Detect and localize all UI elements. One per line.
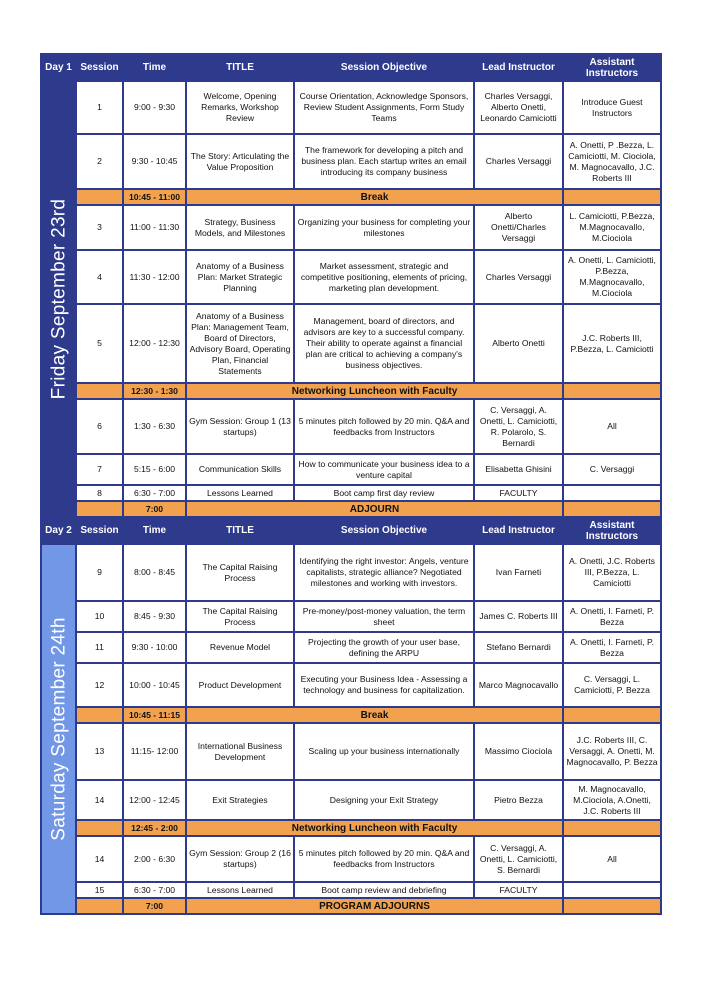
- break-blank: [563, 189, 661, 205]
- break-row: [41, 898, 661, 914]
- session-title: International Business Development: [186, 723, 294, 780]
- session-number: 9: [76, 544, 123, 601]
- day1-date-label: Friday September 23rd: [48, 198, 69, 400]
- session-objective: The framework for developing a pitch and business plan. Each startup writes an email introducing its company business: [294, 134, 474, 189]
- session-number: 14: [76, 836, 123, 882]
- session-number: 12: [76, 663, 123, 707]
- assistant-instructors: All: [563, 399, 661, 454]
- session-time: 9:30 - 10:45: [123, 134, 186, 189]
- lead-instructor: Stefano Bernardi: [474, 632, 563, 663]
- session-title: Welcome, Opening Remarks, Workshop Review: [186, 81, 294, 134]
- session-time: 11:00 - 11:30: [123, 205, 186, 250]
- session-objective: 5 minutes pitch followed by 20 min. Q&A and feedbacks from Instructors: [294, 399, 474, 454]
- session-time: 6:30 - 7:00: [123, 485, 186, 501]
- assistant-instructors-header: Assistant Instructors: [563, 517, 661, 544]
- session-row: [41, 134, 661, 189]
- break-time: 10:45 - 11:15: [123, 707, 186, 723]
- session-header: Session: [76, 54, 123, 81]
- break-row: [41, 383, 661, 399]
- session-number: 2: [76, 134, 123, 189]
- header-row: [41, 54, 661, 81]
- session-time: 12:00 - 12:45: [123, 780, 186, 820]
- session-objective: Management, board of directors, and advisors are key to a successful company. Their ability to operate against a financial plan are critical to achieving a company's business objectives.: [294, 304, 474, 383]
- session-number: 8: [76, 485, 123, 501]
- session-time: 8:00 - 8:45: [123, 544, 186, 601]
- lead-instructor-header: Lead Instructor: [474, 54, 563, 81]
- session-objective: Identifying the right investor: Angels, venture capitalists, strategic alliance? Negotiated milestones and working with investors.: [294, 544, 474, 601]
- session-title: Exit Strategies: [186, 780, 294, 820]
- session-title: Revenue Model: [186, 632, 294, 663]
- session-title: Gym Session: Group 2 (16 startups): [186, 836, 294, 882]
- lead-instructor: Charles Versaggi, Alberto Onetti, Leonardo Camiciotti: [474, 81, 563, 134]
- header-row: [41, 517, 661, 544]
- session-title: Gym Session: Group 1 (13 startups): [186, 399, 294, 454]
- session-number: 15: [76, 882, 123, 898]
- lead-instructor: Pietro Bezza: [474, 780, 563, 820]
- session-title: Anatomy of a Business Plan: Management Team, Board of Directors, Advisory Board, Operating Plan, Financial Statements: [186, 304, 294, 383]
- assistant-instructors: A. Onetti, I. Farneti, P. Bezza: [563, 601, 661, 632]
- session-time: 5:15 - 6:00: [123, 454, 186, 485]
- session-number: 1: [76, 81, 123, 134]
- session-objective: How to communicate your business idea to a venture capital: [294, 454, 474, 485]
- break-time: 7:00: [123, 898, 186, 914]
- assistant-instructors: [563, 485, 661, 501]
- assistant-instructors: J.C. Roberts III, C. Versaggi, A. Onetti, M. Magnocavallo, P. Bezza: [563, 723, 661, 780]
- break-time: 12:45 - 2:00: [123, 820, 186, 836]
- break-label: ADJOURN: [186, 501, 563, 517]
- session-time: 11:30 - 12:00: [123, 250, 186, 304]
- session-title: Communication Skills: [186, 454, 294, 485]
- session-title: Anatomy of a Business Plan: Market Strategic Planning: [186, 250, 294, 304]
- lead-instructor-header: Lead Instructor: [474, 517, 563, 544]
- assistant-instructors: J.C. Roberts III, P.Bezza, L. Camiciotti: [563, 304, 661, 383]
- session-objective: Designing your Exit Strategy: [294, 780, 474, 820]
- time-header: Time: [123, 517, 186, 544]
- break-row: [41, 707, 661, 723]
- break-blank: [563, 707, 661, 723]
- lead-instructor: Marco Magnocavallo: [474, 663, 563, 707]
- assistant-instructors: M. Magnocavallo, M.Ciociola, A.Onetti, J.C. Roberts III: [563, 780, 661, 820]
- session-time: 8:45 - 9:30: [123, 601, 186, 632]
- session-row: [41, 399, 661, 454]
- break-label: Break: [186, 189, 563, 205]
- session-time: 2:00 - 6:30: [123, 836, 186, 882]
- session-number: 10: [76, 601, 123, 632]
- break-row: [41, 501, 661, 517]
- break-label: PROGRAM ADJOURNS: [186, 898, 563, 914]
- session-number: 7: [76, 454, 123, 485]
- session-number: 3: [76, 205, 123, 250]
- lead-instructor: Elisabetta Ghisini: [474, 454, 563, 485]
- assistant-instructors: C. Versaggi, L. Camiciotti, P. Bezza: [563, 663, 661, 707]
- session-objective: 5 minutes pitch followed by 20 min. Q&A and feedbacks from Instructors: [294, 836, 474, 882]
- session-row: [41, 723, 661, 780]
- time-header: Time: [123, 54, 186, 81]
- lead-instructor: James C. Roberts III: [474, 601, 563, 632]
- objective-header: Session Objective: [294, 54, 474, 81]
- assistant-instructors: [563, 882, 661, 898]
- session-objective: Pre-money/post-money valuation, the term sheet: [294, 601, 474, 632]
- break-blank: [76, 189, 123, 205]
- lead-instructor: Alberto Onetti: [474, 304, 563, 383]
- session-number: 5: [76, 304, 123, 383]
- break-blank: [563, 383, 661, 399]
- session-title: Product Development: [186, 663, 294, 707]
- title-header: TITLE: [186, 54, 294, 81]
- break-label: Break: [186, 707, 563, 723]
- assistant-instructors: A. Onetti, I. Farneti, P. Bezza: [563, 632, 661, 663]
- assistant-instructors: A. Onetti, P .Bezza, L. Camiciotti, M. Ciociola, M. Magnocavallo, J.C. Roberts III: [563, 134, 661, 189]
- session-row: [41, 485, 661, 501]
- session-number: 14: [76, 780, 123, 820]
- session-time: 12:00 - 12:30: [123, 304, 186, 383]
- break-label: Networking Luncheon with Faculty: [186, 383, 563, 399]
- session-title: The Capital Raising Process: [186, 544, 294, 601]
- session-row: [41, 663, 661, 707]
- lead-instructor: Charles Versaggi: [474, 250, 563, 304]
- session-objective: Course Orientation, Acknowledge Sponsors, Review Student Assignments, Form Study Teams: [294, 81, 474, 134]
- break-label: Networking Luncheon with Faculty: [186, 820, 563, 836]
- session-objective: Executing your Business Idea - Assessing a technology and business for capitalization.: [294, 663, 474, 707]
- assistant-instructors: A. Onetti, L. Camiciotti, P.Bezza, M.Magnocavallo, M.Ciociola: [563, 250, 661, 304]
- session-number: 4: [76, 250, 123, 304]
- session-time: 1:30 - 6:30: [123, 399, 186, 454]
- break-blank: [76, 707, 123, 723]
- lead-instructor: Ivan Farneti: [474, 544, 563, 601]
- lead-instructor: Massimo Ciociola: [474, 723, 563, 780]
- session-row: [41, 454, 661, 485]
- objective-header: Session Objective: [294, 517, 474, 544]
- session-number: 6: [76, 399, 123, 454]
- session-row: [41, 882, 661, 898]
- assistant-instructors-header: Assistant Instructors: [563, 54, 661, 81]
- session-row: [41, 780, 661, 820]
- day2-label-cell: [41, 544, 76, 914]
- session-objective: Market assessment, strategic and competitive positioning, elements of pricing, marketing plan development.: [294, 250, 474, 304]
- session-objective: Organizing your business for completing your milestones: [294, 205, 474, 250]
- break-time: 10:45 - 11:00: [123, 189, 186, 205]
- break-time: 12:30 - 1:30: [123, 383, 186, 399]
- lead-instructor: Charles Versaggi: [474, 134, 563, 189]
- break-blank: [76, 501, 123, 517]
- lead-instructor: Alberto Onetti/Charles Versaggi: [474, 205, 563, 250]
- session-title: Lessons Learned: [186, 485, 294, 501]
- lead-instructor: C. Versaggi, A. Onetti, L. Camiciotti, S. Bernardi: [474, 836, 563, 882]
- session-objective: Boot camp review and debriefing: [294, 882, 474, 898]
- session-row: [41, 304, 661, 383]
- session-row: [41, 250, 661, 304]
- session-row: [41, 601, 661, 632]
- title-header: TITLE: [186, 517, 294, 544]
- break-blank: [76, 898, 123, 914]
- session-title: Lessons Learned: [186, 882, 294, 898]
- day2-date-label: Saturday September 24th: [48, 617, 69, 841]
- session-title: Strategy, Business Models, and Milestones: [186, 205, 294, 250]
- session-time: 6:30 - 7:00: [123, 882, 186, 898]
- session-objective: Scaling up your business internationally: [294, 723, 474, 780]
- session-row: [41, 205, 661, 250]
- lead-instructor: FACULTY: [474, 882, 563, 898]
- day-header: Day 1: [41, 54, 76, 81]
- assistant-instructors: A. Onetti, J.C. Roberts III, P.Bezza, L. Camiciotti: [563, 544, 661, 601]
- session-time: 9:00 - 9:30: [123, 81, 186, 134]
- assistant-instructors: All: [563, 836, 661, 882]
- break-blank: [76, 820, 123, 836]
- lead-instructor: C. Versaggi, A. Onetti, L. Camiciotti, R. Polarolo, S. Bernardi: [474, 399, 563, 454]
- session-row: [41, 544, 661, 601]
- session-objective: Projecting the growth of your user base, defining the ARPU: [294, 632, 474, 663]
- session-row: [41, 81, 661, 134]
- schedule-table: [40, 53, 662, 915]
- lead-instructor: FACULTY: [474, 485, 563, 501]
- session-number: 11: [76, 632, 123, 663]
- session-header: Session: [76, 517, 123, 544]
- break-row: [41, 820, 661, 836]
- session-title: The Capital Raising Process: [186, 601, 294, 632]
- break-blank: [563, 820, 661, 836]
- session-row: [41, 836, 661, 882]
- session-time: 11:15- 12:00: [123, 723, 186, 780]
- break-row: [41, 189, 661, 205]
- break-blank: [76, 383, 123, 399]
- break-blank: [563, 501, 661, 517]
- assistant-instructors: L. Camiciotti, P.Bezza, M.Magnocavallo, M.Ciociola: [563, 205, 661, 250]
- session-objective: Boot camp first day review: [294, 485, 474, 501]
- session-title: The Story: Articulating the Value Proposition: [186, 134, 294, 189]
- day1-label-cell: [41, 81, 76, 517]
- break-blank: [563, 898, 661, 914]
- assistant-instructors: C. Versaggi: [563, 454, 661, 485]
- session-number: 13: [76, 723, 123, 780]
- assistant-instructors: Introduce Guest Instructors: [563, 81, 661, 134]
- session-time: 9:30 - 10:00: [123, 632, 186, 663]
- session-time: 10:00 - 10:45: [123, 663, 186, 707]
- session-row: [41, 632, 661, 663]
- day-header: Day 2: [41, 517, 76, 544]
- break-time: 7:00: [123, 501, 186, 517]
